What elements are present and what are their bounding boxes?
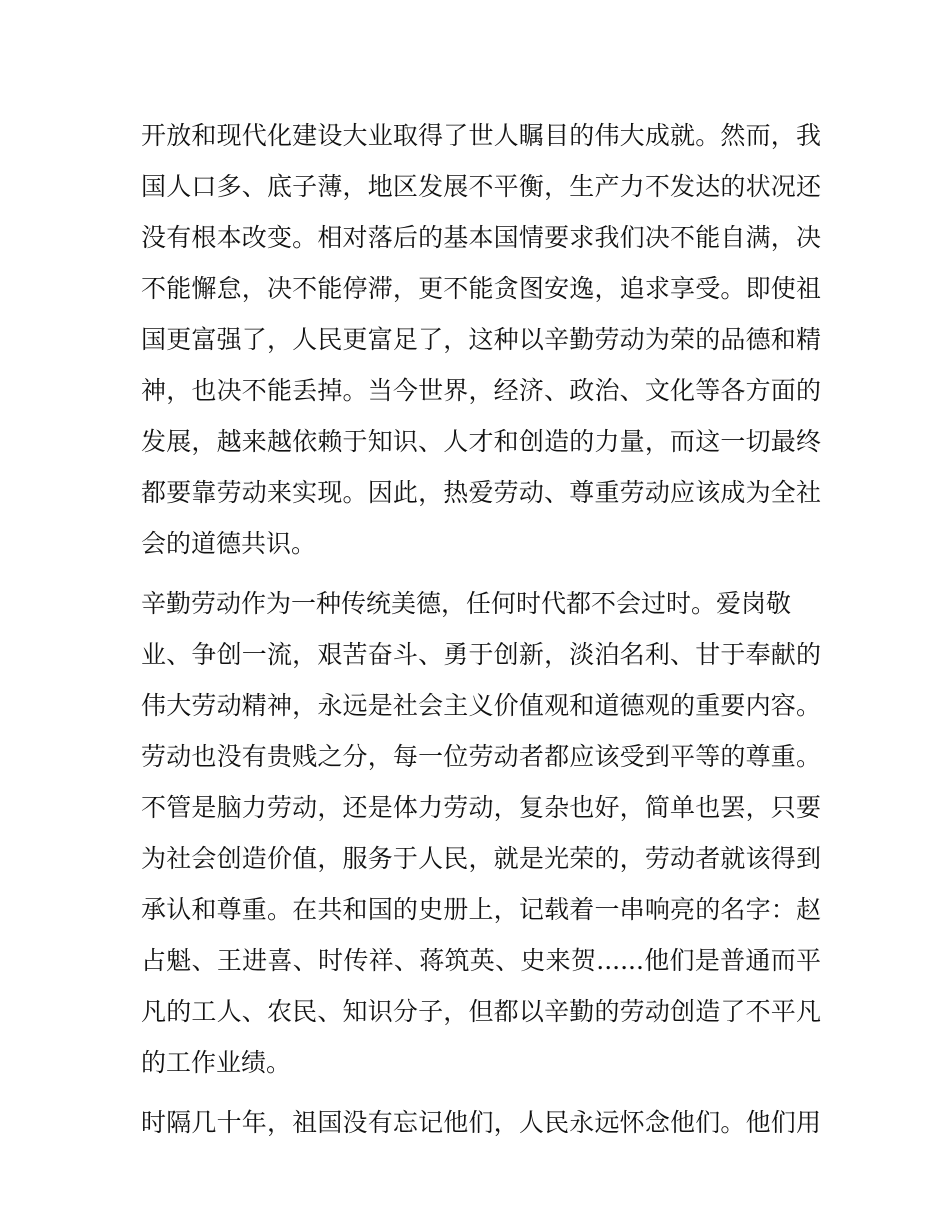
text-line: 神，也决不能丢掉。当今世界，经济、政治、文化等各方面的 [141,376,821,405]
paragraph-spacer [141,1088,821,1097]
text-line: 的工作业绩。 [141,1048,292,1077]
text-line: 会的道德共识。 [141,529,317,558]
text-line: 时隔几十年，祖国没有忘记他们，人民永远怀念他们。他们用 [141,1108,821,1137]
paragraph [141,110,821,569]
text-line: 不能懈怠，决不能停滞，更不能贪图安逸，追求享受。即使祖 [141,274,821,303]
text-line: 国人口多、底子薄，地区发展不平衡，生产力不发达的状况还 [141,172,821,201]
text-line: 国更富强了，人民更富足了，这种以辛勤劳动为荣的品德和精 [141,325,821,354]
text-line: 不管是脑力劳动，还是体力劳动，复杂也好，简单也罢，只要 [141,793,821,822]
text-line: 占魁、王进喜、时传祥、蒋筑英、史来贺......他们是普通而平 [141,946,821,975]
body-text [141,110,821,1148]
text-line: 承认和尊重。在共和国的史册上，记载着一串响亮的名字：赵 [141,895,821,924]
text-line: 伟大劳动精神，永远是社会主义价值观和道德观的重要内容。 [141,691,821,720]
text-line: 没有根本改变。相对落后的基本国情要求我们决不能自满，决 [141,223,821,252]
paragraph [141,1097,821,1148]
text-line: 劳动也没有贵贱之分，每一位劳动者都应该受到平等的尊重。 [141,742,821,771]
text-line: 发展，越来越依赖于知识、人才和创造的力量，而这一切最终 [141,427,821,456]
text-line: 凡的工人、农民、知识分子，但都以辛勤的劳动创造了不平凡 [141,997,821,1026]
text-line: 开放和现代化建设大业取得了世人瞩目的伟大成就。然而，我 [141,121,821,150]
text-line: 业、争创一流，艰苦奋斗、勇于创新，淡泊名利、甘于奉献的 [141,640,821,669]
text-line: 辛勤劳动作为一种传统美德，任何时代都不会过时。爱岗敬 [141,589,792,618]
text-line: 为社会创造价值，服务于人民，就是光荣的，劳动者就该得到 [141,844,821,873]
text-line: 都要靠劳动来实现。因此，热爱劳动、尊重劳动应该成为全社 [141,478,821,507]
paragraph-spacer [141,569,821,578]
paragraph [141,578,821,1088]
